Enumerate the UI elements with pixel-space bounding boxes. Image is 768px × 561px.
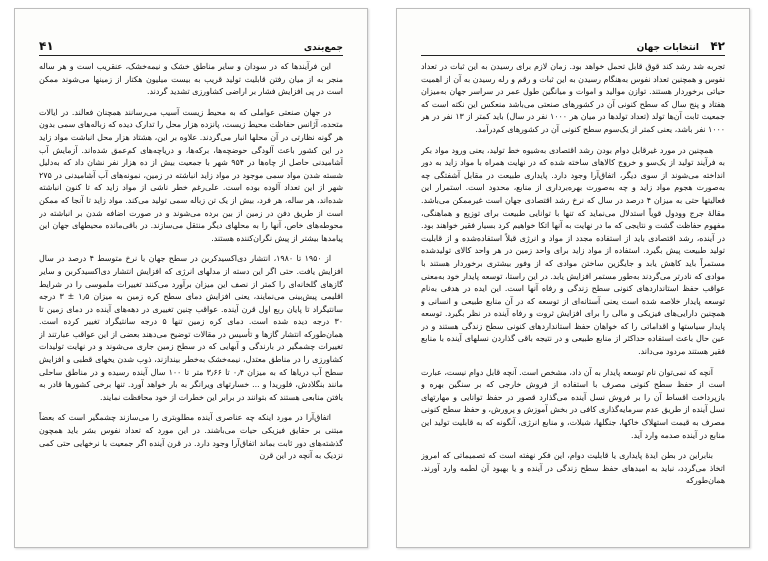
paragraph: در جهان صنعتی عواملی که به محیط زیست آسیب می‌رسانند همچنان فعالند. در ایالات متحده، آژانس حفاظت محیط زیست، پانزده هزار محل را تدارک دیده که زباله‌های سمی بدون هر گونه نظارتی در آن محلها انبار می‌گردند. علاوه بر این، هشتاد هزار محل انباشت مواد زاید در این کشور باعث آلودگی حوضچه‌ها، برکه‌ها، و دریاچه‌های کم‌عمق شده‌اند. آزمایش آب آشامیدنی حاصل از چاه‌ها در ۹۵۴ شهر با جمعیت بیش از ده هزار نفر نشان داد که به‌دلیل شسته شدن مواد سمی موجود در مواد زاید انباشته در زمین، نمونه‌های آب آشامیدنی در ۲۷۵ شهر از این تعداد آلوده بوده است. علی‌رغم خطر ناشی از مواد زاید که تا کنون انباشته شده‌اند، هر ساله، هر فرد، بیش از یک تن زباله سمی تولید می‌کند. مواد زاید تا آنجا که ممکن است از طریق دفن در زمین از بین برده می‌شوند و در صورت اضافه شدن بر انباشته در محوطه‌های خاص، آنها را به محلهای دیگر منتقل می‌سازند. در باقی‌مانده محیطهای جهان این پیامدها بیشتر از پیش نگران‌کننده هستند. <box>39 107 343 243</box>
paragraph: تجربه شد رشد کند قوق قابل تحمل خواهد بود. زمان لازم برای رسیدن به این ثبات در تعداد نفوس و همچنین تعداد نفوس به‌هنگام رسیدن به این ثبات و رقم و رله رسیدن به آن از اهمیت حیاتی برخوردار هستند. توازن موالید و اموات و میانگین طول عمر در سراسر جهان به‌میزان هفتاد و پنج سال که سطح کنونی آن در کشورهای صنعتی می‌باشد منعکس این نکته است که جمعیت ثابت آن‌ها تولد (تعداد تولدها در میان هر ۱۰۰۰ نفر در سال) باید کمتر از ۱۳ نفر در هر ۱۰۰۰ نفر باشد، یعنی کمتر از یک‌سوم سطح کنونی آن در کشورهای کم‌درآمد. <box>421 62 725 134</box>
paragraph: بنابراین در بطن ایدهٔ پایداری یا قابلیت دوام، این فکر نهفته است که تصمیماتی که امروز اتخاذ می‌گردد، نباید به امیدهای حفظ سطح زندگی در آینده و یا بهبود آن لطمه وارد آورند. همان‌طورکه <box>421 451 725 486</box>
paragraph: همچنین در مورد غیرقابل دوام بودن رشد اقتصادی به‌شیوه خط تولید، یعنی ورود مواد بکر به فرآیند تولید از یک‌سو و خروج کالاهای ساخته شده که در نهایت همراه با مواد زاید به دور انداخته می‌شوند از سوی دیگر، اتفاق‌آرا وجود دارد. پایداری طبیعت در مقابل آشفتگی چه به‌صورت هجوم مواد زاید و چه به‌صورت بهره‌برداری از منابع، محدود است. استمرار این فعالیتها حتی به میزان ۴ درصد در سال که نرخ رشد اقتصادی جهان است غیرممکن می‌باشد. مقالهٔ جرج وودول قویاً استدلال می‌نماید که تنها با توانایی طبیعت برای توزیع و هماهنگی، مفهوم حفاظت گشت و نتایجی که ما در نهایت به آنها اتکا خواهیم کرد بسیار فقیر خواهند بود. در آینده، رشد اقتصادی باید از استفاده مجدد از مواد و انرژی قبلاً استفاده‌شده و از قابلیت تولید طبیعت پیش بگیرد. استفاده از مواد زاید برای واحد زمین در هر واحد کالای تولیدشده مستمراً باید کاهش یابد و جایگزین ساختن موادی که از وفور بیشتری برخوردار هستند با موادی که نادرتر می‌گردند به‌طور مستمر افزایش یابد. در این راستا، توسعه پایدار خود به‌معنی عواقب حفظ استانداردهای کنونی سطح زندگی و رفاه آنها است. این ایده در هدفی به‌نام توسعه پایدار خلاصه شده است یعنی آستانه‌ای از توسعه که در آن منابع طبیعی و انسانی و همچنین دارایی‌های فیزیکی و مالی را برای افزایش ثروت و رفاه آینده در نظر بگیرد. توسعه پایدار سیاستها و اقداماتی را که خواهان حفظ استانداردهای کنونی سطح زندگی هستند و در عین حال باعث استفاده حداکثر از منابع طبیعی و در نتیجه باقی گذاردن نسلهای آینده با منابع فقیر هستند مردود می‌داند. <box>421 145 725 357</box>
paragraph: آنچه که نمی‌توان نام توسعه پایدار به آن داد، مشخص است. آنچه قابل دوام نیست، عبارت است از حفظ سطح کنونی مصرف با استفاده از فروش خارجی که بر سنگین بهره و بازپرداخت اقساط آن را بر فروش نسل آینده می‌گذارد قصور در حفظ توانایی و مهارتهای نسل آینده از طریق عدم سرمایه‌گذاری کافی در بخش آموزش و پرورش، و حفظ سطح کنونی مصرف به قیمت استهلاک خاکها، جنگلها، شیلات، و منابع انرژی، آنگونه که به قابلیت تولید این منابع در آینده صدمه وارد آید. <box>421 367 725 440</box>
running-header <box>39 37 343 56</box>
running-title: انتخابات جهان <box>636 43 699 53</box>
paragraph: این فرآیندها که در سودان و سایر مناطق خشک و نیمه‌خشک، عنقریب است و هر ساله منجر به از میان رفتن قابلیت تولید قریب به بیست میلیون هکتار از زمینها می‌شوند ممکن است در پی افزایش فشار بر اراضی کشاورزی تشدید گردند. <box>39 62 343 97</box>
page-body <box>39 61 343 535</box>
running-header <box>421 37 725 56</box>
paragraph: از ۱۹۵۰ تا ۱۹۸۰، انتشار دی‌اکسیدکربن در سطح جهان با نرخ متوسط ۴ درصد در سال افزایش یافت. حتی اگر این دسته از مدلهای انرژی که افزایش انتشار دی‌اکسیدکربن و سایر گازهای گلخانه‌ای را کمتر از نصف این میزان برآورد می‌کنند تغییرات ملموسی را در شرایط اقلیمی پیش‌بینی می‌نمایند، یعنی افزایش دمای سطح کره زمین به میزان ۱٫۵ ± ۳ درجه سانتیگراد تا پایان ربع اول قرن آینده. عواقب چنین تغییری در دهه‌های آینده در دمای زمین تا ۳۰ درجه دیده شده است. دمای کره زمین تنها ۵ درجه سانتیگراد تغییر کرده است. همان‌طورکه انتشار گازها و تأسیس در مقالات توضیح می‌دهند بعضی از این عواقب عبارتند از تغییرات چشمگیر در بارندگی و آبهایی که در سطح زمین جاری می‌شوند و در نهایت تولیدات کشاورزی را در مناطق معتدل، نیمه‌خشک به‌خطر بیندازند، ذوب شدن یخهای قطبی و افزایش سطح آب دریاها که به میزان ۰٫۴ تا ۳٫۶۶ متر تا ۱۰۰ سال آینده رسیده و در مناطق ساحلی مانند بنگلادش، فلوریدا و ... خسارتهای ویرانگر به بار خواهد آورد. تنها برخی کشورها قادر به یافتن منابعی هستند که بتوانند در برابر این خطرات از خود محافظت نمایند. <box>39 254 343 402</box>
running-title: جمع‌بندی <box>303 43 343 53</box>
left-page <box>14 8 368 548</box>
paragraph: اتفاق‌آرا در مورد اینکه چه عناصری آینده مطلوبتری را می‌سازند چشمگیر است که بعضاً مبتنی بر حقایق فیزیکی حیات می‌باشند. در این مورد که تعداد نفوس بشر باید همچون گذشته‌های دور ثابت بماند اتفاق‌آرا وجود دارد. در قرن آینده اگر جمعیت با نرخهایی حتی کمی نزدیک به آنچه در این قرن <box>39 413 343 461</box>
page-number: ۴۱ <box>39 39 54 53</box>
page-body <box>421 61 725 535</box>
right-page <box>396 8 750 548</box>
page-number: ۴۲ <box>710 39 725 53</box>
